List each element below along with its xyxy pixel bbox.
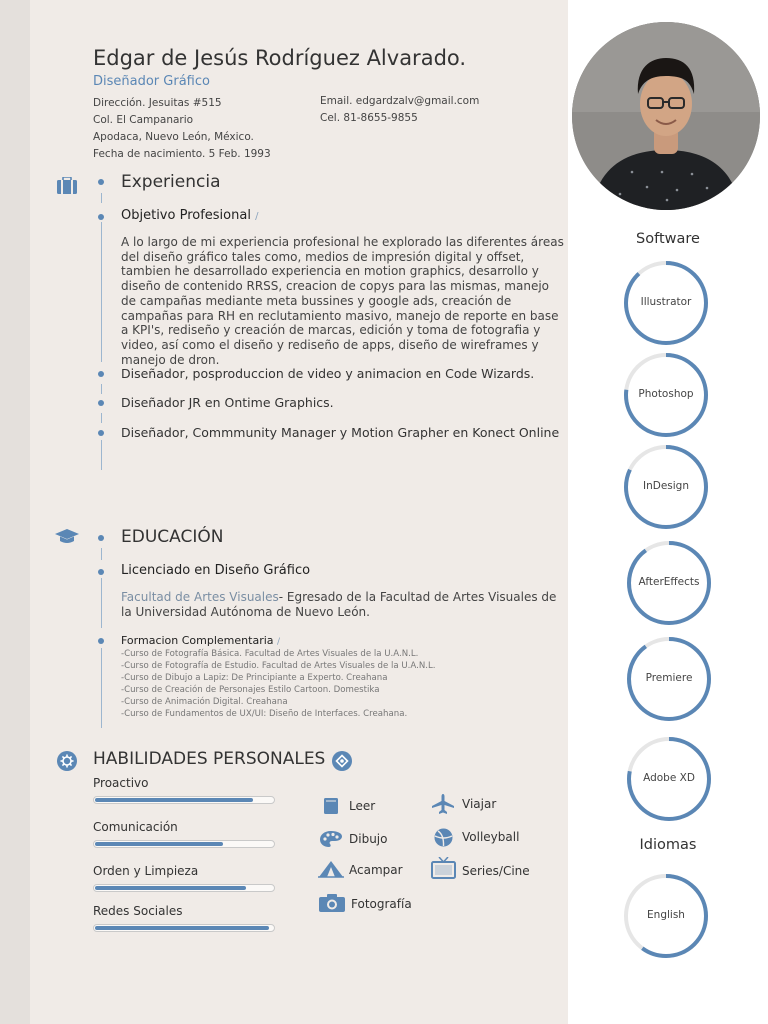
- course-item: -Curso de Fundamentos de UX/UI: Diseño de Interfaces. Creahana.: [121, 709, 408, 720]
- skill-bar: [93, 796, 275, 804]
- timeline-dot: [98, 569, 104, 575]
- timeline-dot: [98, 430, 104, 436]
- ring-label: InDesign: [642, 480, 689, 492]
- gear-icon: [57, 751, 77, 771]
- timeline-dot: [98, 371, 104, 377]
- course-item: -Curso de Creación de Personajes Estilo Cartoon. Domestika: [121, 685, 380, 696]
- experience-title: Experiencia: [121, 172, 221, 192]
- skill-bar: [93, 924, 275, 932]
- camera-icon: [319, 893, 345, 912]
- timeline-line: [101, 413, 102, 423]
- course-list: [121, 648, 436, 721]
- hobby-label: Leer: [349, 799, 376, 813]
- slash-mark: /: [255, 211, 259, 222]
- course-item: -Curso de Animación Digital. Creahana: [121, 697, 288, 708]
- course-item: -Curso de Fotografía de Estudio. Facultad de Artes Visuales de la U.A.N.L.: [121, 661, 436, 672]
- skill-label: Orden y Limpieza: [93, 864, 199, 878]
- degree-detail: - Egresado de la Facultad de Artes Visuales de la Universidad Autónoma de Nuevo León.: [121, 590, 557, 619]
- book-icon: [322, 797, 340, 815]
- email-text: Email. edgardzalv@gmail.com: [320, 95, 480, 107]
- job-item: Diseñador, Commmunity Manager y Motion Grapher en Konect Online: [121, 425, 560, 440]
- ring-label: English: [647, 909, 685, 921]
- course-item: -Curso de Fotografía Básica. Facultad de Artes Visuales de la U.A.N.L.: [121, 649, 419, 659]
- timeline-dot: [98, 400, 104, 406]
- address-line: Dirección. Jesuitas #515: [93, 97, 222, 109]
- education-title: EDUCACIÓN: [121, 527, 224, 547]
- degree-description: [121, 590, 561, 619]
- timeline-line: [101, 222, 102, 362]
- objective-text: A lo largo de mi experiencia profesional he explorado las diferentes áreas del diseño gráfico tales como, medios de impresión digital y offset, tambien he desarrollado experiencia en motion graphics, desarrollo y diseño de contenido RRSS, creacion de copys para las mismas, manejo de campañas mediante meta bussines y google ads, creación de campañas para RH en reclutamiento masivo, manejo de reporte en base a KPI's, rediseño y creación de marcas, edición y toma de fotografia y video, así como el diseño y rediseño de apps, diseño de wireframes y manejo de dron.: [121, 235, 564, 367]
- graduation-cap-icon: [55, 528, 79, 546]
- ring-label: Illustrator: [640, 296, 692, 308]
- skill-label: Redes Sociales: [93, 904, 183, 918]
- job-item: Diseñador JR en Ontime Graphics.: [121, 395, 334, 410]
- skill-bar: [93, 884, 275, 892]
- briefcase-icon: [57, 177, 77, 194]
- job-title: Diseñador Gráfico: [93, 74, 210, 89]
- languages-title: Idiomas: [639, 837, 697, 853]
- target-icon: [332, 751, 352, 771]
- skill-bar-fill: [95, 798, 253, 802]
- palette-icon: [320, 830, 342, 848]
- hobby-label: Acampar: [349, 863, 403, 877]
- course-item: -Curso de Dibujo a Lapiz: De Principiante a Experto. Creahana: [121, 673, 388, 684]
- skill-bar-fill: [95, 926, 269, 930]
- skill-bar-fill: [95, 842, 223, 846]
- timeline-dot: [98, 638, 104, 644]
- ball-icon: [434, 828, 453, 847]
- profile-photo: [572, 22, 760, 210]
- degree-title: Licenciado en Diseño Gráfico: [121, 563, 311, 578]
- timeline-dot: [98, 214, 104, 220]
- timeline-line: [101, 578, 102, 628]
- skill-bar: [93, 840, 275, 848]
- timeline-line: [101, 548, 102, 560]
- ring-label: Photoshop: [638, 388, 694, 400]
- hobby-label: Series/Cine: [462, 864, 530, 878]
- complementary-title-text: Formacion Complementaria: [121, 634, 274, 647]
- hobby-label: Dibujo: [349, 832, 388, 846]
- tv-icon: [431, 857, 456, 879]
- school-name: Facultad de Artes Visuales: [121, 590, 279, 604]
- hobby-label: Viajar: [462, 797, 497, 811]
- software-title: Software: [636, 231, 700, 247]
- address-line: Col. El Campanario: [93, 114, 194, 126]
- ring-label: Adobe XD: [643, 772, 695, 784]
- timeline-line: [101, 193, 102, 203]
- airplane-icon: [432, 794, 454, 814]
- job-item: Diseñador, posproduccion de video y animacion en Code Wizards.: [121, 366, 535, 381]
- objective-title-text: Objetivo Profesional: [121, 208, 251, 223]
- hobby-label: Volleyball: [462, 830, 520, 844]
- left-strip: [0, 0, 30, 1024]
- timeline-dot: [98, 179, 104, 185]
- full-name: Edgar de Jesús Rodríguez Alvarado.: [93, 46, 467, 70]
- hobby-label: Fotografía: [351, 897, 412, 911]
- skill-bar-fill: [95, 886, 246, 890]
- address-line: Apodaca, Nuevo León, México.: [93, 131, 254, 143]
- timeline-line: [101, 440, 102, 470]
- timeline-line: [101, 384, 102, 394]
- phone-text: Cel. 81-8655-9855: [320, 112, 418, 124]
- skill-label: Comunicación: [93, 820, 178, 834]
- tent-icon: [318, 860, 344, 878]
- slash-mark: /: [277, 637, 281, 647]
- birthdate-line: Fecha de nacimiento. 5 Feb. 1993: [93, 148, 271, 160]
- timeline-line: [101, 648, 102, 728]
- person-portrait: [572, 22, 760, 210]
- ring-label: Premiere: [645, 672, 693, 684]
- timeline-dot: [98, 535, 104, 541]
- objective-title: [121, 208, 258, 223]
- skill-label: Proactivo: [93, 776, 149, 790]
- ring-label: AfterEffects: [638, 576, 700, 588]
- skills-title: HABILIDADES PERSONALES: [93, 749, 326, 769]
- complementary-title: [121, 634, 280, 647]
